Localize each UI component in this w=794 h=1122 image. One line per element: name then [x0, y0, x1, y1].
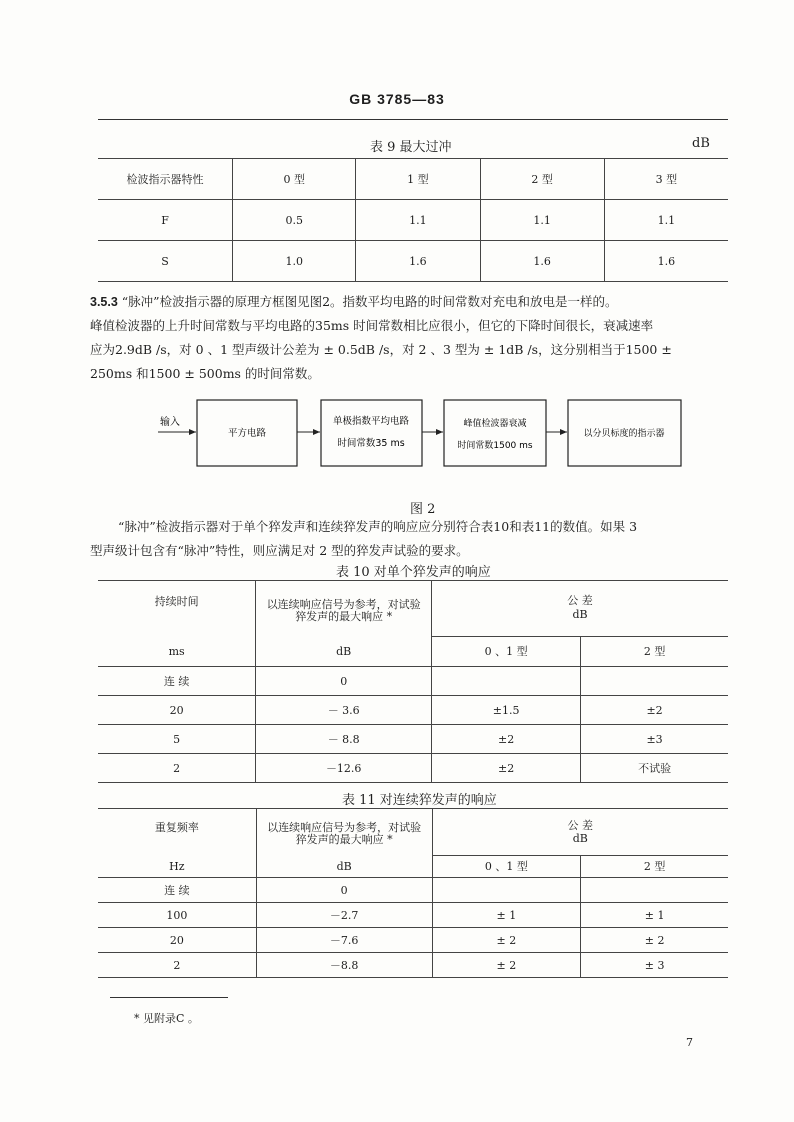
- table11-cell: ± 1: [581, 903, 728, 928]
- block2-label1: 单极指数平均电路: [332, 416, 410, 427]
- paragraph-line: 型声级计包含有“脉冲”特性，则应满足对 2 型的猝发声试验的要求。: [90, 543, 469, 558]
- table11-cell: ± 2: [432, 953, 581, 978]
- table11-cell: 20: [98, 928, 256, 953]
- table10: [98, 580, 728, 783]
- table-row: [98, 696, 728, 725]
- table11-cell: －7.6: [256, 928, 432, 953]
- page-number: 7: [686, 1036, 693, 1049]
- table10-cell: ±1.5: [432, 696, 581, 725]
- table9-header-cell: 1 型: [356, 159, 480, 200]
- table9-header-cell: 3 型: [604, 159, 728, 200]
- table9-cell: S: [98, 241, 233, 282]
- table9-cell: 1.1: [604, 200, 728, 241]
- table9-cell: 1.6: [480, 241, 604, 282]
- table-row: [98, 581, 728, 637]
- table11-cell: ± 1: [432, 903, 581, 928]
- header-rule: [98, 119, 728, 120]
- table10-caption: 表 10 对单个猝发声的响应: [336, 565, 491, 580]
- table-row: [98, 159, 728, 200]
- table10-h-tol-b: 2 型: [581, 636, 728, 667]
- table9-cell: 1.6: [604, 241, 728, 282]
- table9-header-cell: 检波指示器特性: [98, 159, 233, 200]
- input-label: 输入: [160, 417, 180, 428]
- table11-h-tol: [432, 809, 728, 856]
- table11-cell: ± 3: [581, 953, 728, 978]
- table10-h-col2: 以连续响应信号为参考，对试验猝发声的最大响应 *: [256, 581, 432, 637]
- table10-cell: － 8.8: [256, 725, 432, 754]
- table11-h-col1: 重复频率: [98, 809, 256, 856]
- table-row: [98, 754, 728, 783]
- table-row: [98, 928, 728, 953]
- table11-cell: [581, 878, 728, 903]
- paragraph-line: [90, 290, 735, 314]
- table-row: [98, 725, 728, 754]
- table10-cell: ±2: [432, 725, 581, 754]
- table11-cell: －2.7: [256, 903, 432, 928]
- table-row: [98, 953, 728, 978]
- footnote: * 见附录C 。: [134, 1012, 199, 1025]
- table9-cell: 1.1: [356, 200, 480, 241]
- table10-cell: 5: [98, 725, 256, 754]
- block-averager: [321, 400, 422, 466]
- table9-unit: dB: [692, 136, 710, 151]
- table11-cell: 0: [256, 878, 432, 903]
- table10-h-tol: [432, 581, 728, 637]
- table10-cell: 0: [256, 667, 432, 696]
- table10-cell: 连 续: [98, 667, 256, 696]
- table9-cell: F: [98, 200, 233, 241]
- table11-h-tol-a: 0 、1 型: [432, 855, 581, 878]
- table10-cell: 20: [98, 696, 256, 725]
- table9: [98, 158, 728, 282]
- table9-cell: 1.6: [356, 241, 480, 282]
- table10-cell: ±2: [581, 696, 728, 725]
- table-row: [98, 878, 728, 903]
- table10-cell: ±2: [432, 754, 581, 783]
- table-row: [98, 667, 728, 696]
- table11-h-col2-unit: dB: [256, 855, 432, 878]
- table11-cell: 100: [98, 903, 256, 928]
- block-peak-detector: [444, 400, 546, 466]
- table9-cell: 1.0: [233, 241, 356, 282]
- table10-cell: － 3.6: [256, 696, 432, 725]
- table-row: [98, 903, 728, 928]
- table11-h-col1-unit: Hz: [98, 855, 256, 878]
- table11-h-col2: 以连续响应信号为参考，对试验猝发声的最大响应 *: [256, 809, 432, 856]
- table10-h-col1: 持续时间: [98, 581, 256, 637]
- block4-label: 以分贝标度的指示器: [583, 429, 665, 439]
- paragraph-line: “脉冲”检波指示器对于单个猝发声和连续猝发声的响应应分别符合表10和表11的数值。如果 3: [118, 519, 638, 534]
- paragraph-line: 250ms 和1500 ± 500ms 的时间常数。: [90, 366, 320, 381]
- table10-cell: 不试验: [581, 754, 728, 783]
- paragraph-impulse: [90, 515, 735, 563]
- table9-cell: 1.1: [480, 200, 604, 241]
- table10-cell: 2: [98, 754, 256, 783]
- block-diagram: [150, 392, 710, 474]
- table9-caption: 表 9 最大过冲: [370, 140, 452, 155]
- table9-header-cell: 0 型: [233, 159, 356, 200]
- table11-cell: 2: [98, 953, 256, 978]
- tol-label: 公 差: [567, 594, 593, 608]
- table11-cell: [432, 878, 581, 903]
- paragraph-line: 峰值检波器的上升时间常数与平均电路的35ms 时间常数相比应很小，但它的下降时间很长，衰减速率: [90, 318, 654, 333]
- paragraph-line: 应为2.9dB /s，对 0 、1 型声级计公差为 ± 0.5dB /s，对 2 、3 型为 ± 1dB /s，这分别相当于1500 ±: [90, 342, 672, 357]
- footnote-rule: [110, 997, 228, 998]
- table11-cell: －8.8: [256, 953, 432, 978]
- block2-label2: 时间常数35 ms: [337, 438, 405, 449]
- table-row: [98, 241, 728, 282]
- table11-caption: 表 11 对连续猝发声的响应: [342, 793, 497, 808]
- figure-caption: 图 2: [410, 502, 436, 517]
- table10-cell: [581, 667, 728, 696]
- paragraph-text: “脉冲”检波指示器的原理方框图见图2。指数平均电路的时间常数对充电和放电是一样的。: [121, 294, 618, 309]
- table-row: [98, 809, 728, 856]
- table11-cell: ± 2: [581, 928, 728, 953]
- table11-cell: 连 续: [98, 878, 256, 903]
- table10-cell: －12.6: [256, 754, 432, 783]
- tol-unit: dB: [572, 831, 588, 845]
- table10-h-col1-unit: ms: [98, 636, 256, 667]
- table9-header-cell: 2 型: [480, 159, 604, 200]
- table-row: [98, 200, 728, 241]
- block1-label: 平方电路: [227, 428, 267, 439]
- section-3-5-3: [90, 290, 735, 386]
- table10-cell: [432, 667, 581, 696]
- table11-cell: ± 2: [432, 928, 581, 953]
- table11: [98, 808, 728, 978]
- page-header: GB 3785—83: [349, 91, 445, 107]
- block3-label1: 峰值检波器衰减: [463, 419, 527, 429]
- tol-label: 公 差: [567, 818, 594, 832]
- table9-cell: 0.5: [233, 200, 356, 241]
- table10-h-col2-unit: dB: [256, 636, 432, 667]
- table11-h-tol-b: 2 型: [581, 855, 728, 878]
- tol-unit: dB: [572, 608, 588, 622]
- table-row: [98, 636, 728, 667]
- table10-cell: ±3: [581, 725, 728, 754]
- section-number: 3.5.3: [90, 295, 118, 309]
- table-row: [98, 855, 728, 878]
- block3-label2: 时间常数1500 ms: [457, 441, 533, 451]
- table10-h-tol-a: 0 、1 型: [432, 636, 581, 667]
